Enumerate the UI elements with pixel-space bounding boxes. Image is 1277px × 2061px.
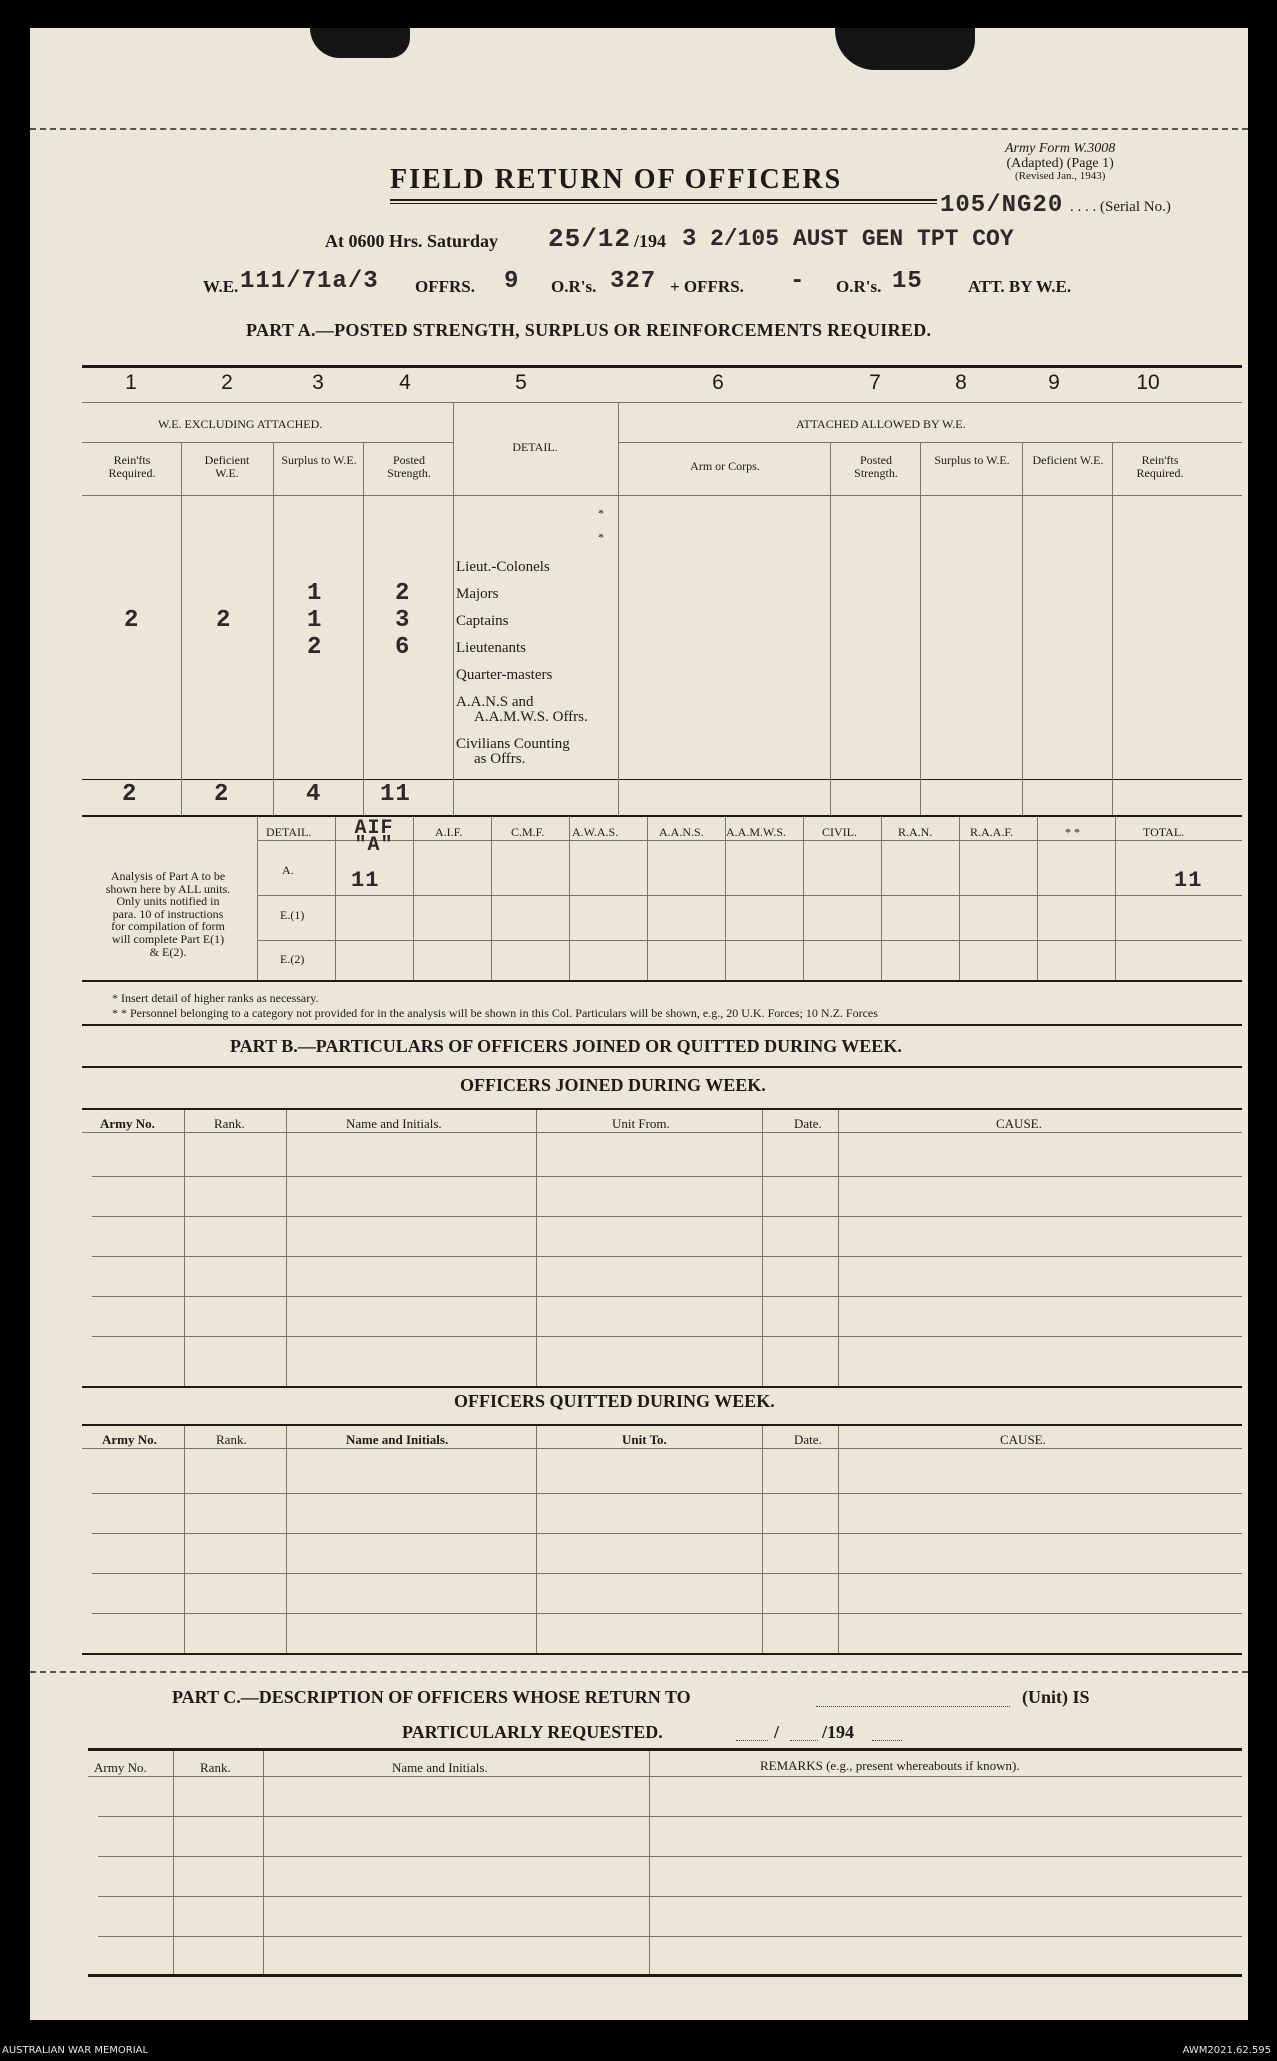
serial-label: . . . . (Serial No.) (1070, 199, 1171, 215)
part-c-row-line-2 (98, 1856, 1242, 1857)
col-number-6: 6 (712, 371, 724, 394)
we-group-divider (82, 442, 454, 443)
colnum-divider (82, 402, 1242, 403)
joined-title: OFFICERS JOINED DURING WEEK. (460, 1075, 766, 1095)
col1-captains-value: 2 (124, 607, 140, 634)
ors-label: O.R's. (551, 277, 597, 296)
total-reinfts-required: 2 (122, 781, 138, 808)
quitted-col-divider-4 (762, 1426, 763, 1653)
part-c-header-army-no: Army No. (94, 1760, 147, 1775)
part-a-top-border (82, 365, 1242, 368)
quitted-col-divider-1 (184, 1426, 185, 1653)
col-number-4: 4 (399, 371, 411, 394)
part-c-header-divider (88, 1776, 1242, 1777)
col-divider-5 (618, 402, 619, 815)
footnote-personnel-category: * * Personnel belonging to a category not provided for in the analysis will be shown in this Col. Particulars will be shown, e.g., 20 U.K. Forces; 10 N.Z. Forces (112, 1006, 878, 1020)
year-prefix: /194 (634, 231, 667, 251)
header-att-surplus-we: Surplus to W.E. (934, 453, 1010, 467)
att-group-divider (618, 442, 1242, 443)
analysis-aif-a-value: 11 (351, 868, 380, 893)
joined-table-top (82, 1108, 1242, 1110)
analysis-col-divider-5 (647, 817, 648, 980)
analysis-note-line5: for compilation of form (111, 919, 225, 934)
total-surplus-we: 4 (306, 781, 322, 808)
col-divider-2 (273, 442, 274, 815)
higher-rank-asterisk-1: * (598, 506, 604, 520)
joined-col-divider-4 (762, 1110, 763, 1386)
form-id-line2: (Adapted) (Page 1) (1006, 155, 1114, 171)
rank-as-offrs: as Offrs. (474, 751, 526, 767)
col-number-7: 7 (869, 371, 881, 394)
col-number-5: 5 (515, 371, 527, 394)
title-underline-1 (390, 199, 937, 201)
col4-captains-value: 3 (395, 607, 411, 634)
year-digit: 3 (682, 226, 698, 253)
analysis-row-divider-2 (257, 940, 1242, 941)
col4-majors-value: 2 (395, 580, 411, 607)
quitted-row-line-4 (92, 1613, 1242, 1614)
part-c-col-divider-1 (173, 1751, 174, 1974)
offrs-value: 9 (504, 268, 520, 295)
part-c-header-name: Name and Initials. (392, 1760, 488, 1775)
analysis-note (82, 870, 254, 958)
perforation-line-top (30, 128, 1248, 130)
rank-lieutenants: Lieutenants (456, 640, 526, 656)
footer-credit: AUSTRALIAN WAR MEMORIAL (2, 2045, 149, 2056)
analysis-note-line3: Only units notified in (116, 894, 220, 909)
analysis-header-aamws: A.A.M.W.S. (726, 825, 786, 839)
analysis-header-other: * * (1065, 825, 1080, 839)
analysis-col-divider-11 (1115, 817, 1116, 980)
part-a-title: PART A.—POSTED STRENGTH, SURPLUS OR REINFORCEMENTS REQUIRED. (246, 320, 932, 340)
perforation-line-middle (30, 1671, 1248, 1673)
quitted-header-divider (82, 1448, 1242, 1449)
part-a-bottom-border (82, 815, 1242, 817)
joined-table-bottom (82, 1386, 1242, 1388)
quitted-col-divider-2 (286, 1426, 287, 1653)
header-att-deficient-we: Deficient W.E. (1032, 453, 1104, 467)
part-c-table-bottom (88, 1974, 1242, 1977)
tape-mark-left (310, 28, 410, 58)
ors2-value: 15 (892, 268, 923, 295)
col-number-1: 1 (125, 371, 137, 394)
analysis-col-divider-2 (413, 817, 414, 980)
part-b-title-border (82, 1066, 1242, 1068)
quitted-table-top (82, 1424, 1242, 1426)
serial-value: 105/NG20 (940, 192, 1064, 219)
totals-top-border (82, 779, 1242, 780)
analysis-note-line1: Analysis of Part A to be (110, 869, 226, 883)
analysis-total-a-value: 11 (1174, 868, 1203, 893)
analysis-header-total: TOTAL. (1143, 825, 1185, 839)
analysis-header-cmf: C.M.F. (511, 825, 545, 839)
part-c-year-prefix: /194 (822, 1722, 855, 1742)
analysis-header-awas: A.W.A.S. (572, 825, 619, 839)
quitted-header-unit-to: Unit To. (622, 1432, 667, 1447)
form-id-line1: Army Form W.3008 (1005, 141, 1116, 156)
form-paper (30, 28, 1248, 2020)
part-c-col-divider-2 (263, 1751, 264, 1974)
header-att-posted-strength: Posted Strength. (854, 453, 898, 480)
analysis-col-divider-4 (569, 817, 570, 980)
analysis-header-aans: A.A.N.S. (659, 825, 704, 839)
rank-aans: A.A.N.S and (456, 694, 534, 710)
analysis-col-divider-6 (725, 817, 726, 980)
col3-captains-value: 1 (307, 607, 323, 634)
quitted-col-divider-5 (838, 1426, 839, 1653)
analysis-note-line2: shown here by ALL units. (105, 881, 231, 896)
part-c-row-line-3 (98, 1896, 1242, 1897)
plus-offrs-value: - (790, 268, 806, 295)
att-group-header: ATTACHED ALLOWED BY W.E. (796, 417, 966, 431)
col-number-8: 8 (955, 371, 967, 394)
tape-mark-right (835, 28, 975, 70)
col-number-9: 9 (1048, 371, 1060, 394)
part-c-header-remarks: REMARKS (e.g., present whereabouts if known). (760, 1758, 1020, 1773)
analysis-note-line7: & E(2). (149, 944, 187, 959)
joined-header-rank: Rank. (214, 1116, 245, 1131)
col-number-3: 3 (312, 371, 324, 394)
analysis-header-civil: CIVIL. (822, 825, 857, 839)
col-divider-4 (453, 402, 454, 815)
analysis-col-divider-1 (335, 817, 336, 980)
analysis-col-divider-7 (803, 817, 804, 980)
analysis-col-divider-10 (1037, 817, 1038, 980)
joined-header-cause: CAUSE. (996, 1116, 1042, 1131)
col-divider-7 (920, 442, 921, 815)
rank-aamws-offrs: A.A.M.W.S. Offrs. (474, 709, 588, 725)
part-c-unit-blank[interactable] (816, 1706, 1010, 1707)
total-posted-strength: 11 (380, 781, 411, 808)
ors2-label: O.R's. (836, 277, 882, 296)
col-divider-1 (181, 442, 182, 815)
analysis-col-divider-3 (491, 817, 492, 980)
analysis-col-divider-8 (881, 817, 882, 980)
form-id-line3: (Revised Jan., 1943) (1014, 170, 1106, 183)
joined-row-line-3 (92, 1256, 1242, 1257)
header-posted-strength: Posted Strength. (387, 453, 431, 480)
col-divider-8 (1022, 442, 1023, 815)
joined-row-line-2 (92, 1216, 1242, 1217)
footnote-bottom-border (82, 1024, 1242, 1026)
we-value: 111/71a/3 (240, 268, 379, 295)
joined-header-divider (82, 1132, 1242, 1133)
analysis-row-a: A. (282, 863, 294, 877)
analysis-left-divider (257, 817, 258, 980)
quitted-title: OFFICERS QUITTED DURING WEEK. (454, 1391, 775, 1411)
analysis-header-detail: DETAIL. (266, 825, 312, 839)
analysis-note-line4: para. 10 of instructions (112, 906, 224, 921)
header-att-reinfts-required: Rein'fts Required. (1136, 453, 1184, 480)
part-c-table-top (88, 1748, 1242, 1751)
return-date: 25/12 (548, 224, 632, 254)
header-reinfts-required: Rein'fts Required. (108, 453, 156, 480)
unit-name: 2/105 AUST GEN TPT COY (710, 226, 1014, 252)
part-c-row-line-1 (98, 1816, 1242, 1817)
col-number-10: 10 (1136, 371, 1160, 394)
part-c-line2-label: PARTICULARLY REQUESTED. (402, 1722, 663, 1742)
analysis-note-line6: will complete Part E(1) (111, 931, 225, 946)
ors-value: 327 (610, 268, 657, 295)
analysis-header-aif-a: AIF "A" (354, 817, 394, 857)
col-divider-6 (830, 442, 831, 815)
part-c-day-blank[interactable] (736, 1740, 768, 1741)
joined-header-date: Date. (794, 1116, 822, 1131)
footnote-higher-ranks: * Insert detail of higher ranks as necessary. (112, 991, 319, 1005)
part-b-title: PART B.—PARTICULARS OF OFFICERS JOINED OR QUITTED DURING WEEK. (230, 1036, 902, 1056)
rank-captains: Captains (456, 613, 509, 629)
joined-col-divider-5 (838, 1110, 839, 1386)
at-label: At 0600 Hrs. Saturday (325, 231, 499, 251)
rank-civilians: Civilians Counting (456, 736, 570, 752)
part-c-year-blank[interactable] (872, 1740, 902, 1741)
col2-captains-value: 2 (216, 607, 232, 634)
quitted-col-divider-3 (536, 1426, 537, 1653)
quitted-header-name: Name and Initials. (346, 1432, 449, 1447)
joined-row-line-1 (92, 1176, 1242, 1177)
part-c-date-slash: / (774, 1722, 780, 1742)
joined-row-line-5 (92, 1336, 1242, 1337)
part-c-month-blank[interactable] (790, 1740, 818, 1741)
title-underline-2 (390, 203, 937, 204)
part-c-line1-label: PART C.—DESCRIPTION OF OFFICERS WHOSE RETURN TO (172, 1687, 691, 1707)
quitted-table-bottom (82, 1653, 1242, 1655)
analysis-header-ran: R.A.N. (898, 825, 933, 839)
rank-lieut-colonels: Lieut.-Colonels (456, 559, 550, 575)
form-title: FIELD RETURN OF OFFICERS (390, 164, 843, 195)
col-number-2: 2 (221, 371, 233, 394)
quitted-header-date: Date. (794, 1432, 822, 1447)
rank-majors: Majors (456, 586, 499, 602)
analysis-header-aif: A.I.F. (435, 825, 463, 839)
analysis-bottom-border (82, 980, 1242, 982)
quitted-header-cause: CAUSE. (1000, 1432, 1046, 1447)
total-deficient-we: 2 (214, 781, 230, 808)
col4-lieutenants-value: 6 (395, 634, 411, 661)
header-arm-or-corps: Arm or Corps. (690, 459, 760, 473)
quitted-header-rank: Rank. (216, 1432, 247, 1447)
joined-col-divider-1 (184, 1110, 185, 1386)
quitted-row-line-3 (92, 1573, 1242, 1574)
we-label: W.E. (203, 277, 239, 296)
att-label: ATT. BY W.E. (968, 277, 1072, 296)
col-divider-9 (1112, 442, 1113, 815)
joined-header-unit-from: Unit From. (612, 1116, 670, 1131)
form-id (1005, 142, 1115, 183)
joined-col-divider-3 (536, 1110, 537, 1386)
joined-col-divider-2 (286, 1110, 287, 1386)
quitted-header-army-no: Army No. (102, 1432, 157, 1447)
col3-majors-value: 1 (307, 580, 323, 607)
analysis-col-divider-9 (959, 817, 960, 980)
col-divider-3 (363, 442, 364, 815)
joined-header-name: Name and Initials. (346, 1116, 442, 1131)
analysis-header-raaf: R.A.A.F. (970, 825, 1014, 839)
plus-offrs-label: + OFFRS. (670, 277, 744, 296)
analysis-row-e1: E.(1) (280, 908, 305, 922)
quitted-row-line-2 (92, 1533, 1242, 1534)
footer-catalogue-number: AWM2021.62.595 (1182, 2045, 1271, 2056)
part-c-row-line-4 (98, 1936, 1242, 1937)
part-c-line1-suffix: (Unit) IS (1022, 1687, 1090, 1707)
headers-divider (82, 495, 1242, 496)
higher-rank-asterisk-2: * (598, 530, 604, 544)
analysis-row-e2: E.(2) (280, 952, 305, 966)
joined-header-army-no: Army No. (100, 1116, 155, 1131)
analysis-row-divider-1 (257, 895, 1242, 896)
part-c-header-rank: Rank. (200, 1760, 231, 1775)
col3-lieutenants-value: 2 (307, 634, 323, 661)
joined-row-line-4 (92, 1296, 1242, 1297)
header-detail: DETAIL. (512, 440, 558, 454)
rank-quarter-masters: Quarter-masters (456, 667, 553, 683)
header-deficient-we: Deficient W.E. (204, 453, 250, 480)
part-c-col-divider-3 (649, 1751, 650, 1974)
offrs-label: OFFRS. (415, 277, 475, 296)
we-group-header: W.E. EXCLUDING ATTACHED. (158, 417, 323, 431)
quitted-row-line-1 (92, 1493, 1242, 1494)
header-surplus-we: Surplus to W.E. (281, 453, 357, 467)
